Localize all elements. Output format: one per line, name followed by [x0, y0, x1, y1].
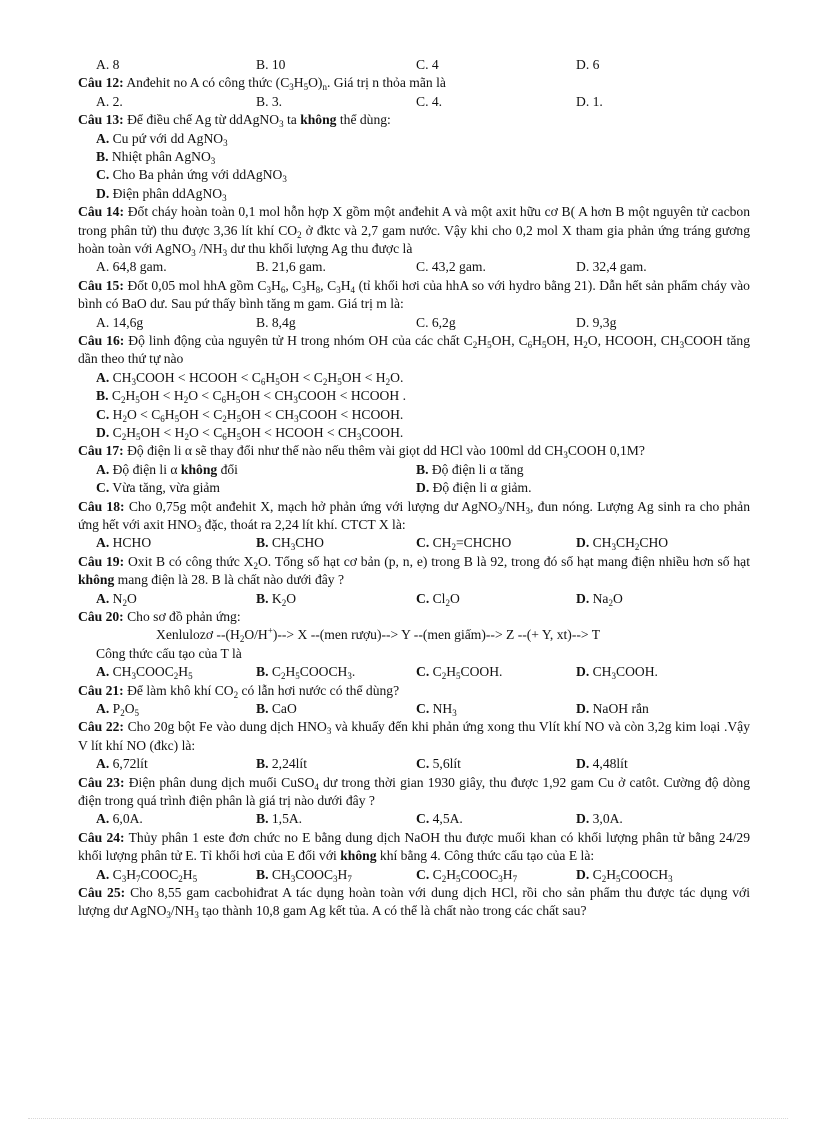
- answers-row: [78, 479, 750, 497]
- answer-b: B. Độ điện li α tăng: [416, 461, 524, 477]
- answer-c: C. Vừa tăng, vừa giảm: [96, 480, 220, 496]
- answer-c: C. 6,2g: [416, 314, 456, 330]
- answer-d: D. NaOH rắn: [576, 701, 649, 717]
- question-21: Câu 21: Để làm khô khí $CO_2$ có lẫn hơi nước có thể dùng?: [78, 682, 400, 700]
- answers-row: [78, 590, 750, 608]
- answer-c: C. 5,6lít: [416, 756, 461, 772]
- answers-row: [78, 755, 750, 773]
- question-18: Câu 18: Cho 0,75g một anđehit X, mạch hở phản ứng với lượng dư $AgNO_3/NH_3$, đun nóng. Lượng Ag sinh ra cho phản ứng hết với axit $HNO_3$ đặc, thoát ra 2,24 lít khí. CTCT X là:: [78, 498, 751, 535]
- question-12: Câu 12: Anđehit no A có công thức $(C_3H_5O)_n$. Giá trị n thỏa mãn là: [78, 75, 446, 93]
- question-25: Câu 25: Cho 8,55 gam cacbohiđrat A tác dụng hoàn toàn với dung dịch HCl, rồi cho sản phẩm thu được tác dụng với lượng dư $AgNO_3/NH_3$ tạo thành 10,8 gam Ag kết tủa. A có thể là chất nào trong các chất sau?: [78, 885, 751, 921]
- answer-d: D. 1.: [576, 93, 603, 109]
- question-19: Câu 19: Oxit B có công thức $X_2O$. Tổng số hạt cơ bản (p, n, e) trong B là 92, trong đó số hạt mang điện nhiều hơn số hạt không mang điện là 28. B là chất nào dưới đây ?: [78, 553, 750, 588]
- answer-b: B. $C_2H_5COOCH_3$.: [256, 664, 356, 682]
- answer-b: B. 3.: [256, 93, 283, 109]
- answer-d: D. $CH_3COOH$.: [576, 664, 658, 682]
- answer-c: C. 4.: [416, 93, 443, 109]
- answer-a: A. $C_3H_7COOC_2H_5$: [96, 866, 198, 884]
- answer-b: B. 10: [256, 57, 286, 72]
- answer-c: C. 4,5A.: [416, 811, 463, 827]
- answer-c: C. $Cl_2O$: [416, 590, 460, 608]
- reaction-scheme: Xenlulozơ $--(H_2O/H^+)--> X$ --(men rượu)--> Y --(men giấm)--> Z --(+ Y, xt)--> T: [156, 625, 600, 645]
- answer-a: A. Độ điện li α không đổi: [96, 461, 238, 477]
- answer-b: B. Nhiệt phân AgNO$_3$: [96, 149, 216, 166]
- answer-d: D. 3,0A.: [576, 811, 623, 827]
- answer-d: D. $Na_2O$: [576, 590, 623, 608]
- question-15: Câu 15: Đốt 0,05 mol hhA gồm $C_3H_6$, $C_3H_8$, $C_3H_4$ (tỉ khối hơi của hhA so với hydro bằng 21). Dẫn hết sản phẩm cháy vào bình có BaO dư. Sau pứ thấy bình tăng m gam. Giá trị m là:: [78, 277, 750, 312]
- answers-row: [78, 866, 750, 884]
- answer-b: B. $C_2H_5OH < H_2O < C_6H_5OH$ < $CH_3COOH$ < HCOOH .: [96, 388, 406, 406]
- answer-a: A. $CH_3COOH$ < HCOOH < $C_6H_5OH < C_2H_5OH < H_2O$.: [96, 369, 404, 387]
- answer-c: C. $H_2O < C_6H_5OH < C_2H_5OH$ < $CH_3COOH$ < HCOOH.: [96, 406, 404, 424]
- answer-d: D. 4,48lít: [576, 756, 628, 772]
- answer-c: C. $CH_2=CHCHO$: [416, 535, 512, 553]
- exam-page: [78, 56, 750, 921]
- answers-row: [78, 700, 750, 718]
- answer-a: A. HCHO: [96, 535, 152, 551]
- answer-b: B. $CH_3COOC_3H_7$: [256, 866, 352, 884]
- question-17: Câu 17: Độ điện li α sẽ thay đổi như thế nào nếu thêm vài giọt dd HCl vào 100ml dd $CH_3COOH$ 0,1M?: [78, 443, 645, 461]
- answer-d: D. $C_2H_5OH < H_2O < C_6H_5OH$ < HCOOH < $CH_3COOH$.: [96, 425, 404, 443]
- question-23: Câu 23: Điện phân dung dịch muối CuSO$_4$ dư trong thời gian 1930 giây, thu được 1,92 gam Cu ở catôt. Cường độ dòng điện trong quá trình điện phân là giá trị nào dưới đây ?: [78, 774, 751, 809]
- answer-a: A. Cu pứ với dd AgNO$_3$: [96, 130, 228, 148]
- answer-b: B. 1,5A.: [256, 811, 303, 827]
- answer-a: A. $P_2O_5$: [96, 701, 140, 719]
- question-13: Câu 13: Để điều chế Ag từ ddAgNO$_3$ ta không thể dùng:: [78, 112, 391, 130]
- answers-row: [78, 663, 750, 681]
- answer-b: B. $K_2O$: [256, 590, 297, 608]
- question-22: Câu 22: Cho 20g bột Fe vào dung dịch $HNO_3$ và khuấy đến khi phản ứng xong thu Vlít khí NO và còn 3,2g kim loại .Vậy V lít khí NO (đkc) là:: [78, 719, 750, 753]
- answer-c: C. $NH_3$: [416, 701, 457, 719]
- answer-c: C. $C_2H_5COOC_3H_7$: [416, 866, 518, 884]
- answers-row: [78, 56, 750, 74]
- answer-d: D. 32,4 gam.: [576, 259, 647, 275]
- question-20: Câu 20: Cho sơ đồ phản ứng:: [78, 609, 241, 625]
- answer-a: A. $N_2O$: [96, 590, 137, 608]
- answers-row: [78, 534, 750, 552]
- answers-row: [78, 93, 750, 111]
- answers-row: [78, 461, 750, 479]
- answer-b: B. $CH_3CHO$: [256, 535, 324, 553]
- answer-b: B. 2,24lít: [256, 756, 307, 772]
- answer-d: D. 6: [576, 57, 600, 72]
- answer-d: D. $CH_3CH_2CHO$: [576, 535, 669, 553]
- answer-a: A. 6,72lít: [96, 756, 148, 772]
- answers-row: [78, 810, 750, 828]
- answer-d: D. Điện phân ddAgNO$_3$: [96, 185, 227, 203]
- answer-d: D. 9,3g: [576, 314, 617, 330]
- answer-c: C. $C_2H_5COOH$.: [416, 664, 503, 682]
- answer-a: A. 2.: [96, 93, 123, 109]
- answer-b: B. 8,4g: [256, 314, 296, 330]
- answer-b: B. CaO: [256, 701, 297, 717]
- answers-row: [78, 314, 750, 332]
- answer-a: A. 64,8 gam.: [96, 259, 167, 275]
- answer-a: A. 14,6g: [96, 314, 144, 330]
- answer-d: D. Độ điện li α giảm.: [416, 480, 532, 496]
- question-24: Câu 24: Thủy phân 1 este đơn chức no E bằng dung dịch NaOH thu được muối khan có khối lượng phân tử bằng 24/29 khối lượng phân tử E. Tỉ khối hơi của E đối với không khí bằng 4. Công thức cấu tạo của E là:: [78, 829, 751, 864]
- answers-row: [78, 258, 750, 276]
- question-14: Câu 14: Đốt cháy hoàn toàn 0,1 mol hỗn hợp X gồm một anđehit A và một axit hữu cơ B( A hơn B một nguyên tử cacbon trong phân tử) thu được 3,36 lít khí $CO_2$ ở đktc và 2,7 gam nước. Vậy khi cho 0,2 mol X tham gia phản ứng tráng gương hoàn toàn với AgNO$_3$ $/NH_3$ dư thu khối lượng Ag thu được là: [78, 204, 750, 259]
- answer-d: D. $C_2H_5COOCH_3$: [576, 866, 673, 884]
- answer-a: A. 8: [96, 57, 120, 72]
- answer-c: C. Cho Ba phản ứng với ddAgNO$_3$: [96, 167, 287, 185]
- answer-a: A. $CH_3COOC_2H_5$: [96, 664, 193, 682]
- answer-c: C. 4: [416, 57, 439, 72]
- question-20-ask: Công thức cấu tạo của T là: [96, 645, 242, 661]
- answer-a: A. 6,0A.: [96, 811, 143, 827]
- answer-b: B. 21,6 gam.: [256, 259, 326, 275]
- question-16: Câu 16: Độ linh động của nguyên tử H trong nhóm OH của các chất $C_2H_5OH$, $C_6H_5OH$, $H_2O$, HCOOH, $CH_3COOH$ tăng dần theo thứ tự nào: [78, 333, 750, 367]
- footer-divider: [28, 1118, 788, 1119]
- answer-c: C. 43,2 gam.: [416, 259, 486, 275]
